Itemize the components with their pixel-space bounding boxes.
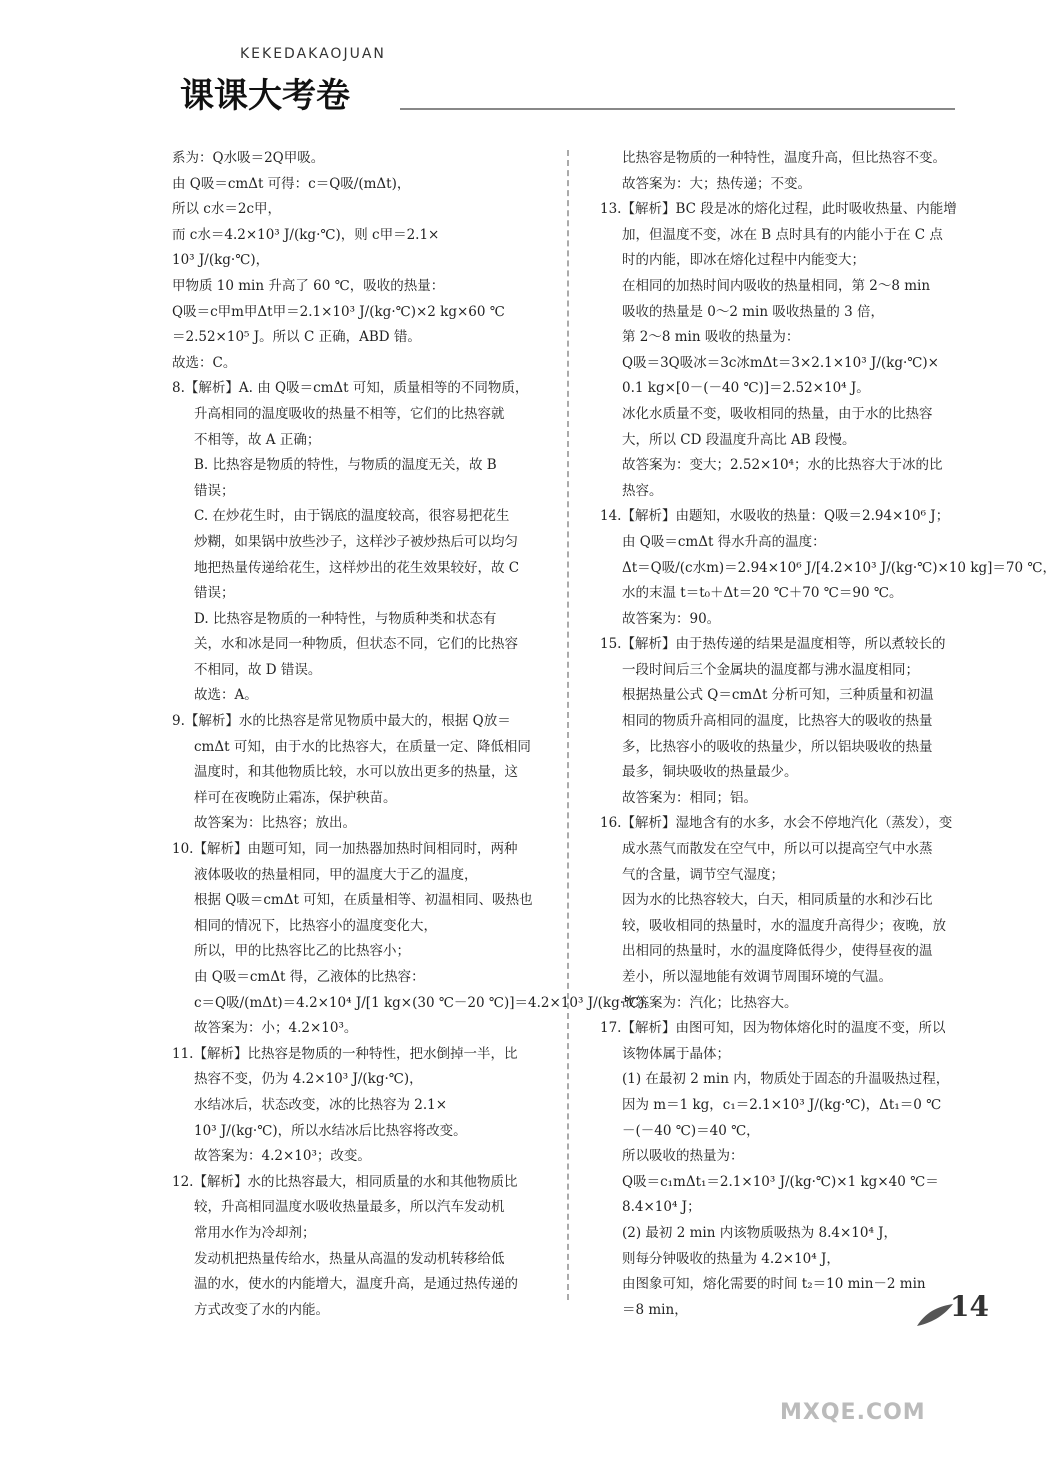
text-line: 故答案为：汽化；比热容大。 xyxy=(622,994,798,1011)
text-line: ＝2.52×10⁵ J。所以 C 正确，ABD 错。 xyxy=(172,329,421,346)
text-line: 不相等，故 A 正确； xyxy=(194,431,321,448)
text-line: 该物体属于晶体； xyxy=(622,1045,730,1062)
text-line: 出相同的热量时，水的温度降低得少，使得昼夜的温 xyxy=(622,943,933,960)
text-line: 温的水，使水的内能增大，温度升高，是通过热传递的 xyxy=(194,1276,518,1293)
text-line: 故答案为：4.2×10³；改变。 xyxy=(194,1148,371,1165)
text-line: 多，比热容小的吸收的热量少，所以铝块吸收的热量 xyxy=(622,738,933,755)
text-line: ＝8 min， xyxy=(622,1301,688,1318)
text-line: 最多，铜块吸收的热量最少。 xyxy=(622,764,798,781)
text-line: 方式改变了水的内能。 xyxy=(194,1301,329,1318)
text-line: 8.4×10⁴ J； xyxy=(622,1199,701,1216)
text-line: 故答案为：变大；2.52×10⁴；水的比热容大于冰的比 xyxy=(622,457,943,474)
text-line: 10.【解析】由题可知，同一加热器加热时间相同时，两种 xyxy=(172,841,518,858)
text-line: 较，升高相同温度水吸收热量最多，所以汽车发动机 xyxy=(194,1199,505,1216)
text-line: Q吸＝3Q吸冰＝3c冰mΔt＝3×2.1×10³ J/(kg·℃)× xyxy=(622,354,939,371)
leaf-icon xyxy=(915,1300,955,1330)
text-line: 0.1 kg×[0－(－40 ℃)]＝2.52×10⁴ J。 xyxy=(622,380,870,397)
text-line: (1) 在最初 2 min 内，物质处于固态的升温吸热过程， xyxy=(622,1071,950,1088)
text-line: 一段时间后三个金属块的温度都与沸水温度相同； xyxy=(622,661,919,678)
text-line: 吸收的热量是 0～2 min 吸收热量的 3 倍， xyxy=(622,303,885,320)
text-line: 由 Q吸＝cmΔt 得，乙液体的比热容： xyxy=(194,969,425,985)
text-line: 错误； xyxy=(194,482,235,499)
text-line: 由 Q吸＝cmΔt 得水升高的温度： xyxy=(622,533,826,550)
text-line: 8.【解析】A. 由 Q吸＝cmΔt 可知，质量相等的不同物质， xyxy=(172,380,529,397)
text-line: C. 在炒花生时，由于锅底的温度较高，很容易把花生 xyxy=(194,508,510,525)
text-line: 9.【解析】水的比热容是常见物质中最大的，根据 Q放＝ xyxy=(172,713,511,730)
text-line: D. 比热容是物质的一种特性，与物质种类和状态有 xyxy=(194,610,497,627)
text-line: 故答案为：小；4.2×10³。 xyxy=(194,1020,358,1037)
column-divider xyxy=(567,150,569,1300)
text-line: 故答案为：比热容；放出。 xyxy=(194,815,356,832)
text-line: 14.【解析】由题知，水吸收的热量：Q吸＝2.94×10⁶ J； xyxy=(600,508,950,525)
text-line: 热容不变，仍为 4.2×10³ J/(kg·℃)， xyxy=(194,1071,423,1088)
text-line: 所以吸收的热量为： xyxy=(622,1148,744,1165)
text-line: 加，但温度不变，冰在 B 点时具有的内能小于在 C 点 xyxy=(622,226,943,243)
text-line: 较，吸收相同的热量时，水的温度升高得少；夜晚，放 xyxy=(622,917,946,934)
brand-chinese: 课课大考卷 xyxy=(180,76,350,116)
text-line: Q吸＝c₁mΔt₁＝2.1×10³ J/(kg·℃)×1 kg×40 ℃＝ xyxy=(622,1173,939,1190)
text-line: 地把热量传递给花生，这样炒出的花生效果较好，故 C xyxy=(194,559,520,576)
text-line: 故答案为：相同；铝。 xyxy=(622,789,757,806)
text-line: 17.【解析】由图可知，因为物体熔化时的温度不变，所以 xyxy=(600,1020,946,1037)
text-line: 故答案为：90。 xyxy=(622,610,721,627)
text-line: 成水蒸气而散发在空气中，所以可以提高空气中水蒸 xyxy=(622,841,933,858)
header-rule xyxy=(400,108,955,110)
brand-english: KEKEDAKAOJUAN xyxy=(240,46,386,62)
text-line: 错误； xyxy=(194,585,235,602)
text-line: 所以，甲的比热容比乙的比热容小； xyxy=(194,943,410,960)
text-line: (2) 最初 2 min 内该物质吸热为 8.4×10⁴ J， xyxy=(622,1224,898,1241)
text-line: 12.【解析】水的比热容最大，相同质量的水和其他物质比 xyxy=(172,1173,518,1190)
text-line: c＝Q吸/(mΔt)＝4.2×10⁴ J/[1 kg×(30 ℃－20 ℃)]＝4.2×10³ J/(kg·℃)。 xyxy=(194,994,658,1011)
text-line: 而 c水＝4.2×10³ J/(kg·℃)，则 c甲＝2.1× xyxy=(172,226,440,243)
text-line: 由 Q吸＝cmΔt 可得：c＝Q吸/(mΔt)， xyxy=(172,175,411,192)
text-line: 不相同，故 D 错误。 xyxy=(194,661,322,678)
text-line: 大，所以 CD 段温度升高比 AB 段慢。 xyxy=(622,431,856,448)
text-line: 在相同的加热时间内吸收的热量相同，第 2～8 min xyxy=(622,277,931,294)
text-line: 15.【解析】由于热传递的结果是温度相等，所以煮较长的 xyxy=(600,636,946,653)
text-line: －(－40 ℃)＝40 ℃， xyxy=(622,1122,760,1139)
text-line: 11.【解析】比热容是物质的一种特性，把水倒掉一半，比 xyxy=(172,1045,518,1062)
text-line: 温度时，和其他物质比较，水可以放出更多的热量，这 xyxy=(194,764,518,781)
text-line: 炒糊，如果锅中放些沙子，这样沙子被炒热后可以均匀 xyxy=(194,533,518,550)
text-line: 所以 c水＝2c甲， xyxy=(172,201,282,218)
text-line: 16.【解析】湿地含有的水多，水会不停地汽化（蒸发），变 xyxy=(600,815,953,832)
text-line: 样可在夜晚防止霜冻，保护秧苗。 xyxy=(194,789,397,806)
text-line: 气的含量，调节空气湿度； xyxy=(622,866,784,883)
text-line: 因为 m＝1 kg，c₁＝2.1×10³ J/(kg·℃)，Δt₁＝0 ℃ xyxy=(622,1096,942,1113)
text-line: 升高相同的温度吸收的热量不相等，它们的比热容就 xyxy=(194,405,505,422)
page-header xyxy=(170,40,970,120)
text-line: B. 比热容是物质的特性，与物质的温度无关，故 B xyxy=(194,457,497,474)
watermark: MXQE.COM xyxy=(780,1400,926,1425)
text-line: 相同的物质升高相同的温度，比热容大的吸收的热量 xyxy=(622,713,933,730)
text-line: 10³ J/(kg·℃)，所以水结冰后比热容将改变。 xyxy=(194,1122,467,1139)
text-line: 根据 Q吸＝cmΔt 可知，在质量相等、初温相同、吸热也 xyxy=(194,892,533,909)
text-line: 第 2～8 min 吸收的热量为： xyxy=(622,329,800,346)
text-line: 故答案为：大；热传递；不变。 xyxy=(622,175,811,192)
text-line: 故选：C。 xyxy=(172,354,237,371)
text-line: 水的末温 t＝t₀＋Δt＝20 ℃＋70 ℃＝90 ℃。 xyxy=(622,585,903,602)
text-line: 系为：Q水吸＝2Q甲吸。 xyxy=(172,150,325,166)
text-line: 根据热量公式 Q＝cmΔt 分析可知，三种质量和初温 xyxy=(622,687,934,704)
text-line: Q吸＝c甲m甲Δt甲＝2.1×10³ J/(kg·℃)×2 kg×60 ℃ xyxy=(172,303,505,320)
text-line: 甲物质 10 min 升高了 60 ℃，吸收的热量： xyxy=(172,277,445,294)
text-line: 差小，所以湿地能有效调节周围环境的气温。 xyxy=(622,969,892,985)
text-line: 水结冰后，状态改变，冰的比热容为 2.1× xyxy=(194,1096,448,1113)
text-line: Δt＝Q吸/(c水m)＝2.94×10⁶ J/[4.2×10³ J/(kg·℃)×10 kg]＝70 ℃， xyxy=(622,559,1056,576)
text-line: 故选：A。 xyxy=(194,687,258,704)
text-line: 冰化水质量不变，吸收相同的热量，由于水的比热容 xyxy=(622,405,933,422)
text-line: 发动机把热量传给水，热量从高温的发动机转移给低 xyxy=(194,1250,505,1267)
text-line: 13.【解析】BC 段是冰的熔化过程，此时吸收热量、内能增 xyxy=(600,201,957,218)
text-line: 则每分钟吸收的热量为 4.2×10⁴ J， xyxy=(622,1250,840,1267)
text-line: 液体吸收的热量相同，甲的温度大于乙的温度， xyxy=(194,866,478,883)
text-line: 常用水作为冷却剂； xyxy=(194,1224,316,1241)
text-line: 由图象可知，熔化需要的时间 t₂＝10 min－2 min xyxy=(622,1276,926,1293)
text-line: 因为水的比热容较大，白天，相同质量的水和沙石比 xyxy=(622,892,933,909)
text-line: cmΔt 可知，由于水的比热容大，在质量一定、降低相同 xyxy=(194,738,531,755)
text-line: 关，水和冰是同一种物质，但状态不同，它们的比热容 xyxy=(194,636,518,653)
page-number: 14 xyxy=(950,1290,989,1323)
text-line: 比热容是物质的一种特性，温度升高，但比热容不变。 xyxy=(622,150,946,166)
text-line: 热容。 xyxy=(622,482,663,499)
text-line: 时的内能，即冰在熔化过程中内能变大； xyxy=(622,252,865,269)
text-line: 相同的情况下，比热容小的温度变化大， xyxy=(194,917,437,934)
text-line: 10³ J/(kg·℃)， xyxy=(172,252,270,269)
right-column xyxy=(600,146,1056,1323)
